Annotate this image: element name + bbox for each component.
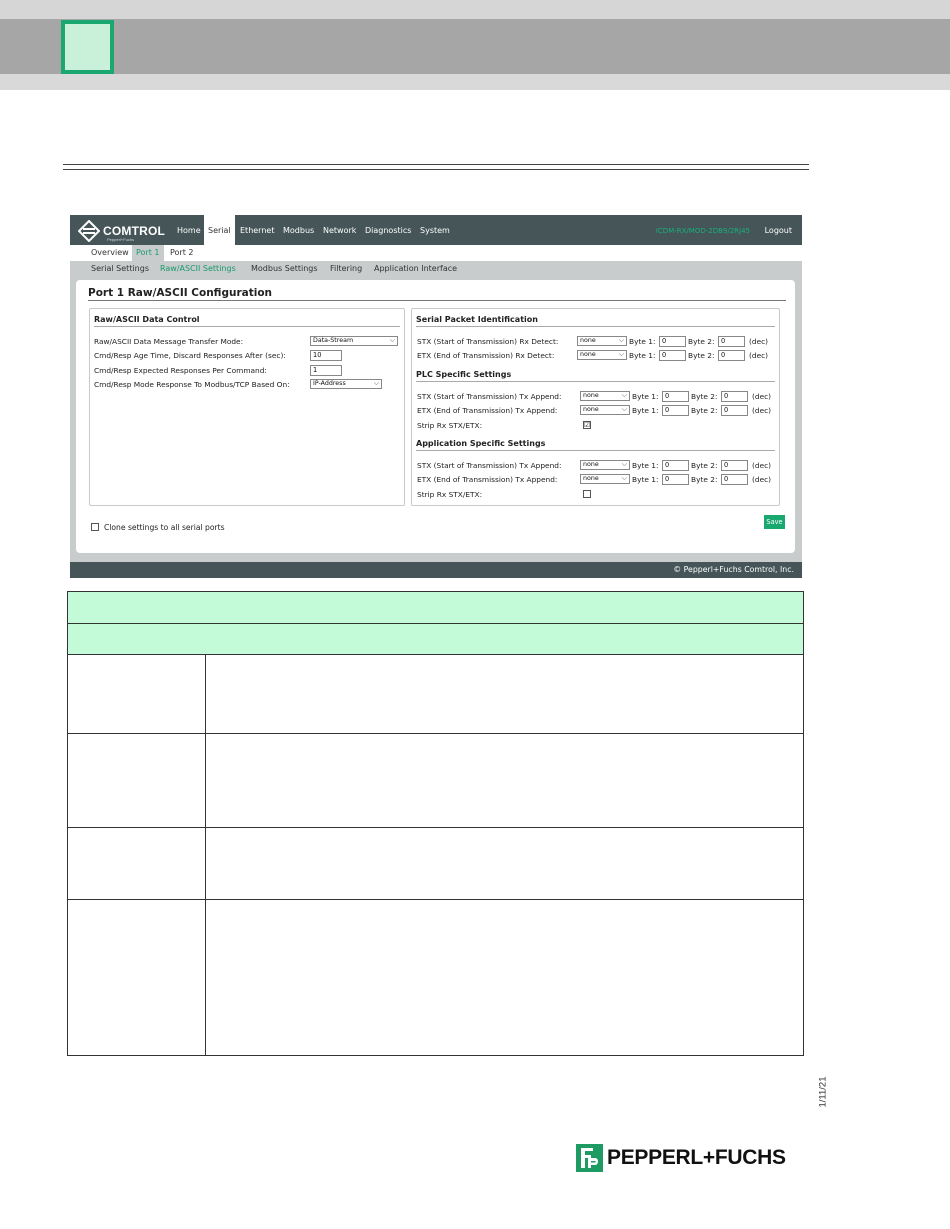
rx-etx-byte2-input[interactable]: 0 (718, 350, 745, 361)
plc-stx-byte1-input[interactable]: 0 (662, 391, 689, 402)
app-stx-value: none (583, 461, 599, 468)
plc-strip-label: Strip Rx STX/ETX: (417, 421, 483, 430)
plc-stx-value: none (583, 392, 599, 399)
chevron-down-icon: ⌵ (621, 474, 627, 482)
page-title: Port 1 Raw/ASCII Configuration (88, 287, 273, 299)
app-etx-label: ETX (End of Transmission) Tx Append: (417, 475, 558, 484)
revision-date (816, 1077, 830, 1107)
plc-stx-label: STX (Start of Transmission) Tx Append: (417, 392, 562, 401)
app-heading: Application Specific Settings (416, 439, 546, 448)
response-mode-value: IP-Address (313, 380, 346, 387)
device-name: ICDM-RX/MOD-2DB9/2RJ45 (655, 227, 750, 235)
rx-stx-value: none (580, 337, 596, 344)
subnav-filtering[interactable]: Filtering (330, 264, 363, 273)
identification-box (411, 308, 780, 506)
table-row (68, 734, 803, 828)
table-subheader (68, 624, 803, 655)
chevron-down-icon: ⌵ (618, 336, 624, 344)
nav-serial[interactable]: Serial (204, 215, 235, 245)
app-stx-select[interactable] (580, 460, 630, 470)
plc-etx-value: none (583, 406, 599, 413)
app-etx-value: none (583, 475, 599, 482)
nav-system[interactable]: System (420, 226, 450, 235)
tab-port-1[interactable]: Port 1 (132, 245, 164, 261)
app-stx-label: STX (Start of Transmission) Tx Append: (417, 461, 562, 470)
table-column-divider (205, 655, 206, 1055)
plc-etx-byte2-input[interactable]: 0 (721, 405, 748, 416)
app-stx-byte1-label: Byte 1: (632, 461, 659, 470)
chevron-down-icon: ⌵ (618, 350, 624, 358)
rx-stx-byte2-input[interactable]: 0 (718, 336, 745, 347)
comtrol-logo (78, 220, 165, 242)
plc-etx-byte1-label: Byte 1: (632, 406, 659, 415)
chevron-down-icon: ⌵ (389, 336, 395, 344)
data-control-box (89, 308, 405, 506)
brand-name: COMTROL (103, 224, 166, 238)
subnav-application-interface[interactable]: Application Interface (374, 264, 458, 273)
table-row (68, 655, 803, 734)
expected-responses-label: Cmd/Resp Expected Responses Per Command: (94, 366, 267, 375)
rx-stx-byte1-input[interactable]: 0 (659, 336, 686, 347)
app-stx-byte2-input[interactable]: 0 (721, 460, 748, 471)
rx-etx-value: none (580, 351, 596, 358)
logout-link[interactable]: Logout (764, 226, 792, 235)
rx-etx-byte1-label: Byte 1: (629, 351, 656, 360)
packet-id-heading: Serial Packet Identification (416, 315, 538, 324)
chevron-down-icon: ⌵ (621, 391, 627, 399)
app-stx-byte1-input[interactable]: 0 (662, 460, 689, 471)
heading-divider (416, 450, 775, 451)
plc-stx-byte2-label: Byte 2: (691, 392, 718, 401)
copyright-text: © Pepperl+Fuchs Comtrol, Inc. (673, 565, 794, 574)
chapter-tab-icon (61, 20, 114, 74)
heading-divider (416, 326, 775, 327)
age-time-input[interactable]: 10 (310, 350, 342, 361)
ui-footer (70, 562, 802, 578)
nav-ethernet[interactable]: Ethernet (240, 226, 275, 235)
subnav-raw-ascii-settings[interactable]: Raw/ASCII Settings (160, 264, 236, 273)
chevron-down-icon: ⌵ (621, 460, 627, 468)
config-panel (76, 280, 795, 553)
plc-strip-checkbox[interactable]: ☑ (584, 421, 591, 429)
clone-settings-label: Clone settings to all serial ports (104, 523, 225, 532)
nav-diagnostics[interactable]: Diagnostics (365, 226, 412, 235)
plc-stx-byte2-input[interactable]: 0 (721, 391, 748, 402)
chevron-down-icon: ⌵ (621, 405, 627, 413)
subnav-serial-settings[interactable]: Serial Settings (91, 264, 149, 273)
port-tabs (70, 245, 802, 261)
chevron-down-icon: ⌵ (373, 379, 379, 387)
clone-settings-checkbox[interactable] (91, 523, 99, 531)
sub-nav (70, 261, 802, 277)
plc-stx-dec-label: (dec) (752, 392, 772, 401)
plc-etx-byte2-label: Byte 2: (691, 406, 718, 415)
subnav-modbus-settings[interactable]: Modbus Settings (251, 264, 318, 273)
rx-stx-byte2-label: Byte 2: (688, 337, 715, 346)
response-mode-select[interactable] (310, 379, 382, 389)
brand-wordmark: PEPPERL+FUCHS (607, 1146, 786, 1169)
tab-overview[interactable]: Overview (91, 248, 129, 257)
pepperl-fuchs-logo-icon (576, 1144, 603, 1172)
rx-etx-select[interactable] (577, 350, 627, 360)
data-control-heading: Raw/ASCII Data Control (94, 315, 200, 324)
app-etx-byte1-input[interactable]: 0 (662, 474, 689, 485)
title-divider (88, 300, 786, 301)
plc-etx-select[interactable] (580, 405, 630, 415)
save-button[interactable]: Save (764, 515, 785, 529)
pepperl-fuchs-logo (576, 1144, 786, 1172)
section-rule-top (63, 164, 809, 165)
comtrol-logo-icon (78, 220, 100, 242)
rx-etx-byte2-label: Byte 2: (688, 351, 715, 360)
age-time-label: Cmd/Resp Age Time, Discard Responses After (sec): (94, 351, 286, 360)
top-nav (70, 215, 802, 245)
plc-stx-byte1-label: Byte 1: (632, 392, 659, 401)
transfer-mode-label: Raw/ASCII Data Message Transfer Mode: (94, 337, 244, 346)
app-etx-dec-label: (dec) (752, 475, 772, 484)
table-row (68, 900, 803, 1055)
rx-etx-label: ETX (End of Transmission) Rx Detect: (417, 351, 555, 360)
heading-divider (94, 326, 400, 327)
app-etx-select[interactable] (580, 474, 630, 484)
app-etx-byte2-input[interactable]: 0 (721, 474, 748, 485)
plc-etx-label: ETX (End of Transmission) Tx Append: (417, 406, 558, 415)
table-header (68, 592, 803, 624)
header-band-top (0, 0, 950, 19)
rx-stx-dec-label: (dec) (749, 337, 769, 346)
nav-network[interactable]: Network (323, 226, 357, 235)
rx-etx-byte1-input[interactable]: 0 (659, 350, 686, 361)
transfer-mode-select[interactable] (310, 336, 398, 346)
plc-heading: PLC Specific Settings (416, 370, 512, 379)
table-row (68, 828, 803, 900)
transfer-mode-value: Data-Stream (313, 337, 354, 344)
app-stx-dec-label: (dec) (752, 461, 772, 470)
app-strip-checkbox[interactable] (583, 490, 591, 498)
rx-stx-label: STX (Start of Transmission) Rx Detect: (417, 337, 559, 346)
header-band (0, 19, 950, 74)
app-stx-byte2-label: Byte 2: (691, 461, 718, 470)
web-ui-screenshot (70, 215, 802, 578)
app-etx-byte2-label: Byte 2: (691, 475, 718, 484)
heading-divider (416, 381, 775, 382)
rx-etx-dec-label: (dec) (749, 351, 769, 360)
app-strip-label: Strip Rx STX/ETX: (417, 490, 483, 499)
section-rule-bottom (63, 169, 809, 170)
plc-etx-byte1-input[interactable]: 0 (662, 405, 689, 416)
settings-table (67, 591, 804, 1056)
tab-port-2[interactable]: Port 2 (170, 248, 194, 257)
nav-home[interactable]: Home (177, 226, 201, 235)
plc-etx-dec-label: (dec) (752, 406, 772, 415)
plc-stx-select[interactable] (580, 391, 630, 401)
rx-stx-select[interactable] (577, 336, 627, 346)
brand-sub: Pepperl+Fuchs (107, 237, 135, 242)
response-mode-label: Cmd/Resp Mode Response To Modbus/TCP Based On: (94, 380, 290, 389)
expected-responses-input[interactable]: 1 (310, 365, 342, 376)
nav-modbus[interactable]: Modbus (283, 226, 315, 235)
revision-date-text: 1/11/21 (817, 1076, 829, 1108)
rx-stx-byte1-label: Byte 1: (629, 337, 656, 346)
header-band-bottom (0, 74, 950, 90)
app-etx-byte1-label: Byte 1: (632, 475, 659, 484)
